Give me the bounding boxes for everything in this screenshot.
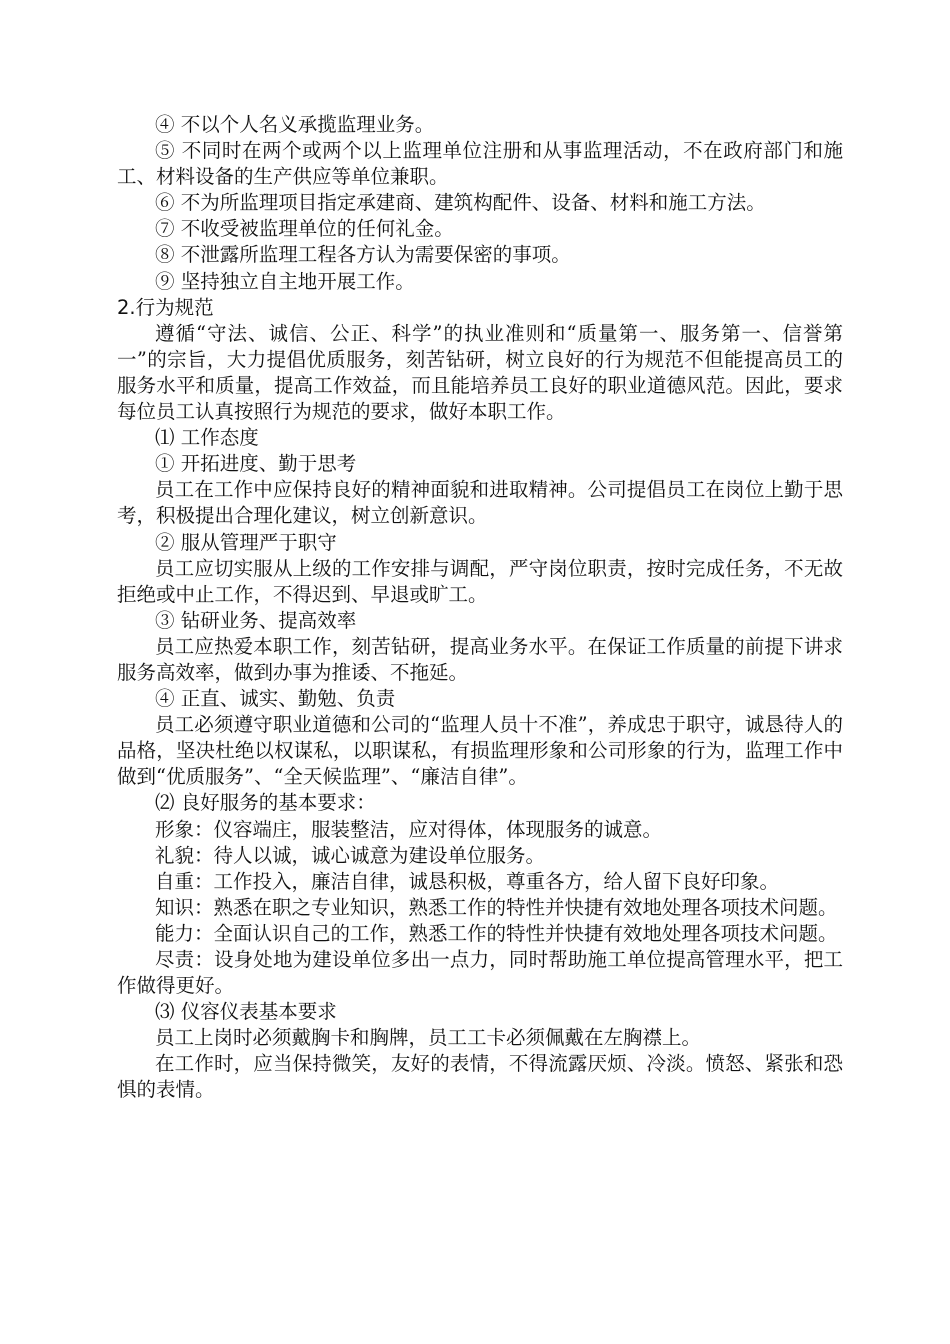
rule-item-8: ⑧ 不泄露所监理工程各方认为需要保密的事项。: [155, 243, 571, 267]
appearance-expression: 在工作时，应当保持微笑，友好的表情，不得流露厌烦、冷淡。愤怒、紧张和恐惧的表情。: [117, 1052, 843, 1102]
attitude-item-3-body: 员工应热爱本职工作，刻苦钻研，提高业务水平。在保证工作质量的前提下讲求服务高效率，做到办事为推诿、不拖延。: [117, 634, 843, 684]
rule-item-6: ⑥ 不为所监理项目指定承建商、建筑构配件、设备、材料和施工方法。: [155, 191, 766, 215]
subsection-work-attitude: ⑴ 工作态度: [155, 426, 259, 450]
attitude-item-2-title: ② 服从管理严于职守: [155, 530, 337, 554]
service-knowledge: 知识：熟悉在职之专业知识，熟悉工作的特性并快捷有效地处理各项技术问题。: [155, 895, 838, 919]
service-responsibility: 尽责：设身处地为建设单位多出一点力，同时帮助施工单位提高管理水平，把工作做得更好。: [117, 948, 843, 998]
attitude-item-4-title: ④ 正直、诚实、勤勉、负责: [155, 687, 396, 711]
attitude-item-3-title: ③ 钻研业务、提高效率: [155, 608, 357, 632]
rule-item-7: ⑦ 不收受被监理单位的任何礼金。: [155, 217, 454, 241]
attitude-item-4-body: 员工必须遵守职业道德和公司的“监理人员十不准”，养成忠于职守，诚恳待人的品格，坚决杜绝以权谋私，以职谋私，有损监理形象和公司形象的行为，监理工作中做到“优质服务”、“全天候监理”、“廉洁自律”。: [117, 713, 843, 789]
rule-item-4: ④ 不以个人名义承揽监理业务。: [155, 113, 435, 136]
attitude-item-1-body: 员工在工作中应保持良好的精神面貌和进取精神。公司提倡员工在岗位上勤于思考，积极提出合理化建议，树立创新意识。: [117, 478, 843, 528]
subsection-service-requirements: ⑵ 良好服务的基本要求：: [155, 791, 376, 815]
service-self-respect: 自重：工作投入，廉洁自律，诚恳积极，尊重各方，给人留下良好印象。: [155, 869, 780, 893]
intro-paragraph: 遵循“守法、诚信、公正、科学”的执业准则和“质量第一、服务第一、信誉第一”的宗旨，大力提倡优质服务，刻苦钻研，树立良好的行为规范不但能提高员工的服务水平和质量，提高工作效益，而且能培养员工良好的职业道德风范。因此，要求每位员工认真按照行为规范的要求，做好本职工作。: [117, 321, 843, 424]
attitude-item-2-body: 员工应切实服从上级的工作安排与调配，严守岗位职责，按时完成任务，不无故拒绝或中止工作，不得迟到、早退或旷工。: [117, 556, 843, 606]
service-ability: 能力：全面认识自己的工作，熟悉工作的特性并快捷有效地处理各项技术问题。: [155, 921, 838, 945]
appearance-badge: 员工上岗时必须戴胸卡和胸牌，员工工卡必须佩戴在左胸襟上。: [155, 1026, 702, 1050]
section-heading: 2.行为规范: [117, 295, 214, 319]
service-courtesy: 礼貌：待人以诚，诚心诚意为建设单位服务。: [155, 843, 546, 867]
subsection-appearance: ⑶ 仪容仪表基本要求: [155, 1000, 337, 1024]
rule-item-5: ⑤ 不同时在两个或两个以上监理单位注册和从事监理活动，不在政府部门和施工、材料设备的生产供应等单位兼职。: [117, 139, 843, 189]
attitude-item-1-title: ① 开拓进度、勤于思考: [155, 452, 357, 476]
document-body: [117, 112, 843, 1104]
service-image: 形象：仪容端庄，服装整洁，应对得体，体现服务的诚意。: [155, 817, 663, 841]
rule-item-9: ⑨ 坚持独立自主地开展工作。: [155, 269, 415, 293]
